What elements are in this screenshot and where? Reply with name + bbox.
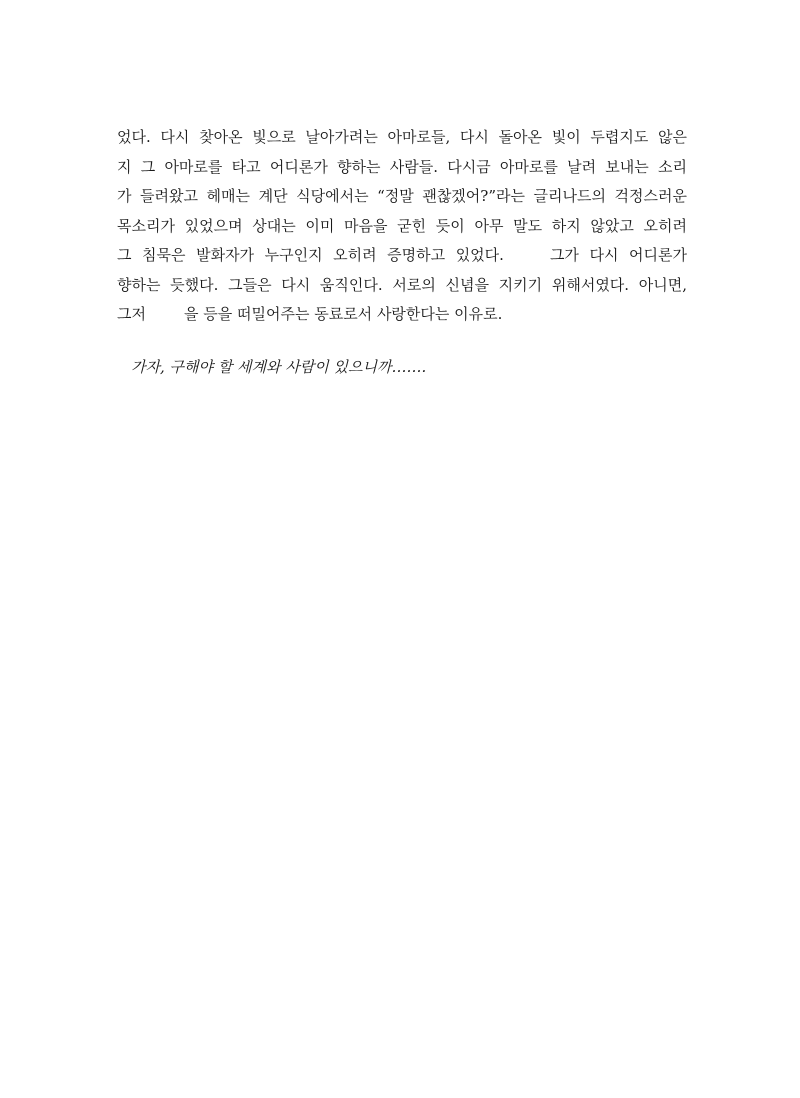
paragraph-line-5-end: 그가 다시 어디론가 [549, 246, 687, 264]
paragraph-line-3: 가 들려왔고 헤매는 계단 식당에서는 “정말 괜찮겠어?”라는 글리나드의 걱정스러운 [117, 187, 687, 205]
body-paragraph [117, 123, 687, 330]
paragraph-line-1: 었다. 다시 찾아온 빛으로 날아가려는 아마로들, 다시 돌아온 빛이 두렵지도 않은 [117, 128, 687, 146]
paragraph-line-2: 지 그 아마로를 타고 어디론가 향하는 사람들. 다시금 아마로를 날려 보내는 소리 [117, 157, 687, 176]
paragraph-line-5 [117, 241, 687, 271]
paragraph-line-5-start: 그 침묵은 발화자가 누구인지 오히려 증명하고 있었다. [117, 246, 504, 264]
paragraph-line-7-start: 그저 [117, 305, 146, 323]
paragraph-line-7-end: 을 등을 떠밀어주는 동료로서 사랑한다는 이유로. [183, 305, 503, 323]
paragraph-line-7 [117, 300, 687, 330]
paragraph-line-4: 목소리가 있었으며 상대는 이미 마음을 굳힌 듯이 아무 말도 하지 않았고 오히려 [117, 216, 687, 235]
paragraph-line-6: 향하는 듯했다. 그들은 다시 움직인다. 서로의 신념을 지키기 위해서였다. 아니면, [117, 275, 687, 294]
italic-quote: 가자, 구해야 할 세계와 사람이 있으니까……. [131, 358, 427, 376]
